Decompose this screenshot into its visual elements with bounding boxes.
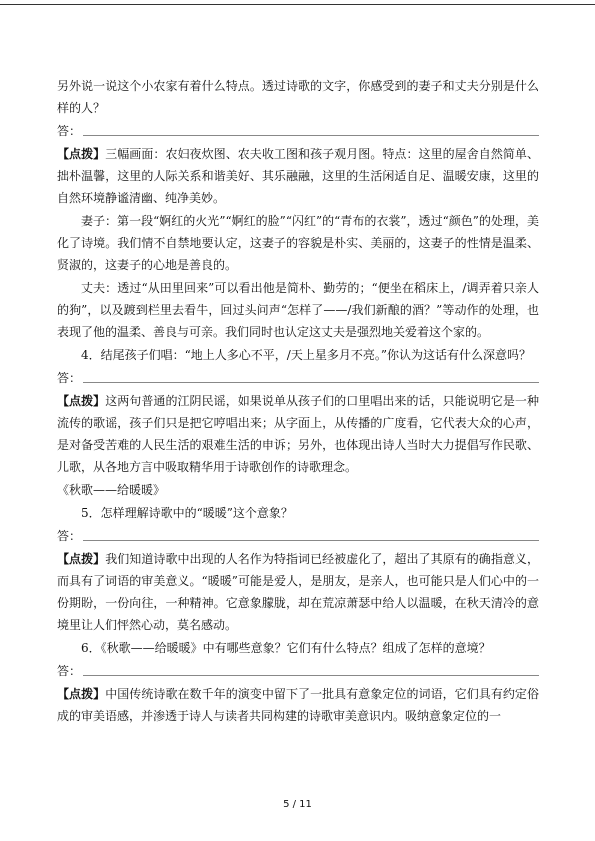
answer-line-4[interactable] (57, 660, 539, 682)
answer-label: 答： (57, 371, 82, 385)
hint-text: 这两句普通的江阴民谣，如果说单从孩子们的口里唱出来的话，只能说明它是一种流传的歌谣，孩子们只是把它哼唱出来；从字面上，从传播的广度看，它代表大众的心声，是对备受苦难的人民生活的艰难生活的申诉；另外，也体现出诗人当时大力提倡写作民歌、儿歌，从各地方言中吸取精华用于诗歌创作的诗歌理念。 (57, 394, 539, 474)
answer-underline (83, 135, 539, 136)
answer-line-1[interactable] (57, 120, 539, 142)
answer-line-3[interactable] (57, 525, 539, 547)
question-4: 4．结尾孩子们唱：“地上人多心不平，/天上星多月不亮。”你认为这话有什么深意吗？ (81, 348, 531, 362)
hint-paragraph-1 (57, 143, 539, 209)
hint-paragraph-2 (57, 390, 539, 478)
hint-paragraph-3 (57, 548, 539, 636)
answer-label: 答： (57, 664, 82, 678)
husband-paragraph: 丈夫：透过“从田里回来”可以看出他是简朴、勤劳的；“便坐在稻床上，/调弄着只亲人的狗”，以及踱到栏里去看牛，回过头问声“怎样了——/我们新酿的酒？”等动作的处理，也表现了他的温柔、善良与可亲。我们同时也认定这丈夫是强烈地关爱着这个家的。 (57, 281, 539, 339)
wife-paragraph: 妻子：第一段“婀红的火光”“婀红的脸”“闪红”的“青布的衣裳”，透过“颜色”的处理，美化了诗境。我们情不自禁地要认定，这妻子的容貌是朴实、美丽的，这妻子的性情是温柔、贤淑的，这妻子的心地是善良的。 (57, 214, 539, 272)
answer-label: 答： (57, 529, 82, 543)
answer-label: 答： (57, 124, 82, 138)
document-page (57, 75, 539, 728)
hint-tag: 【点拨】 (57, 394, 106, 408)
hint-paragraph-4 (57, 683, 539, 727)
hint-text: 我们知道诗歌中出现的人名作为特指词已经被虚化了，超出了其原有的确指意义，而具有了词语的审美意义。“暖暖”可能是爱人，是朋友，是亲人，也可能只是人们心中的一份期盼，一份向往，一种精神。它意象朦胧，却在荒凉萧瑟中给人以温暖，在秋天清冷的意境里让人们怦然心动，莫名感动。 (57, 552, 539, 632)
hint-text: 三幅画面：农妇夜炊图、农夫收工图和孩子观月图。特点：这里的屋舍自然简单、拙朴温馨，这里的人际关系和谐美好、其乐融融，这里的生活闲适自足、温暖安康，这里的自然环境静谧清幽、纯净美妙。 (57, 147, 539, 205)
answer-underline (83, 382, 539, 383)
page-number: 5 / 11 (283, 799, 312, 810)
hint-tag: 【点拨】 (57, 147, 106, 161)
header-rule (0, 4, 595, 5)
answer-underline (83, 540, 539, 541)
answer-underline (83, 675, 539, 676)
question-6: 6．《秋歌——给暖暖》中有哪些意象？它们有什么特点？组成了怎样的意境？ (81, 641, 491, 655)
section-title: 《秋歌——给暖暖》 (57, 483, 166, 497)
hint-tag: 【点拨】 (57, 687, 106, 701)
question-5: 5．怎样理解诗歌中的“暖暖”这个意象？ (81, 506, 293, 520)
question-continuation: 另外说一说这个小农家有着什么特点。透过诗歌的文字，你感受到的妻子和丈夫分别是什么样的人？ (57, 79, 539, 115)
answer-line-2[interactable] (57, 367, 539, 389)
hint-tag: 【点拨】 (57, 552, 106, 566)
hint-text: 中国传统诗歌在数千年的演变中留下了一批具有意象定位的词语，它们具有约定俗成的审美语感，并渗透于诗人与读者共同构建的诗歌审美意识内。吸纳意象定位的一 (57, 687, 539, 723)
